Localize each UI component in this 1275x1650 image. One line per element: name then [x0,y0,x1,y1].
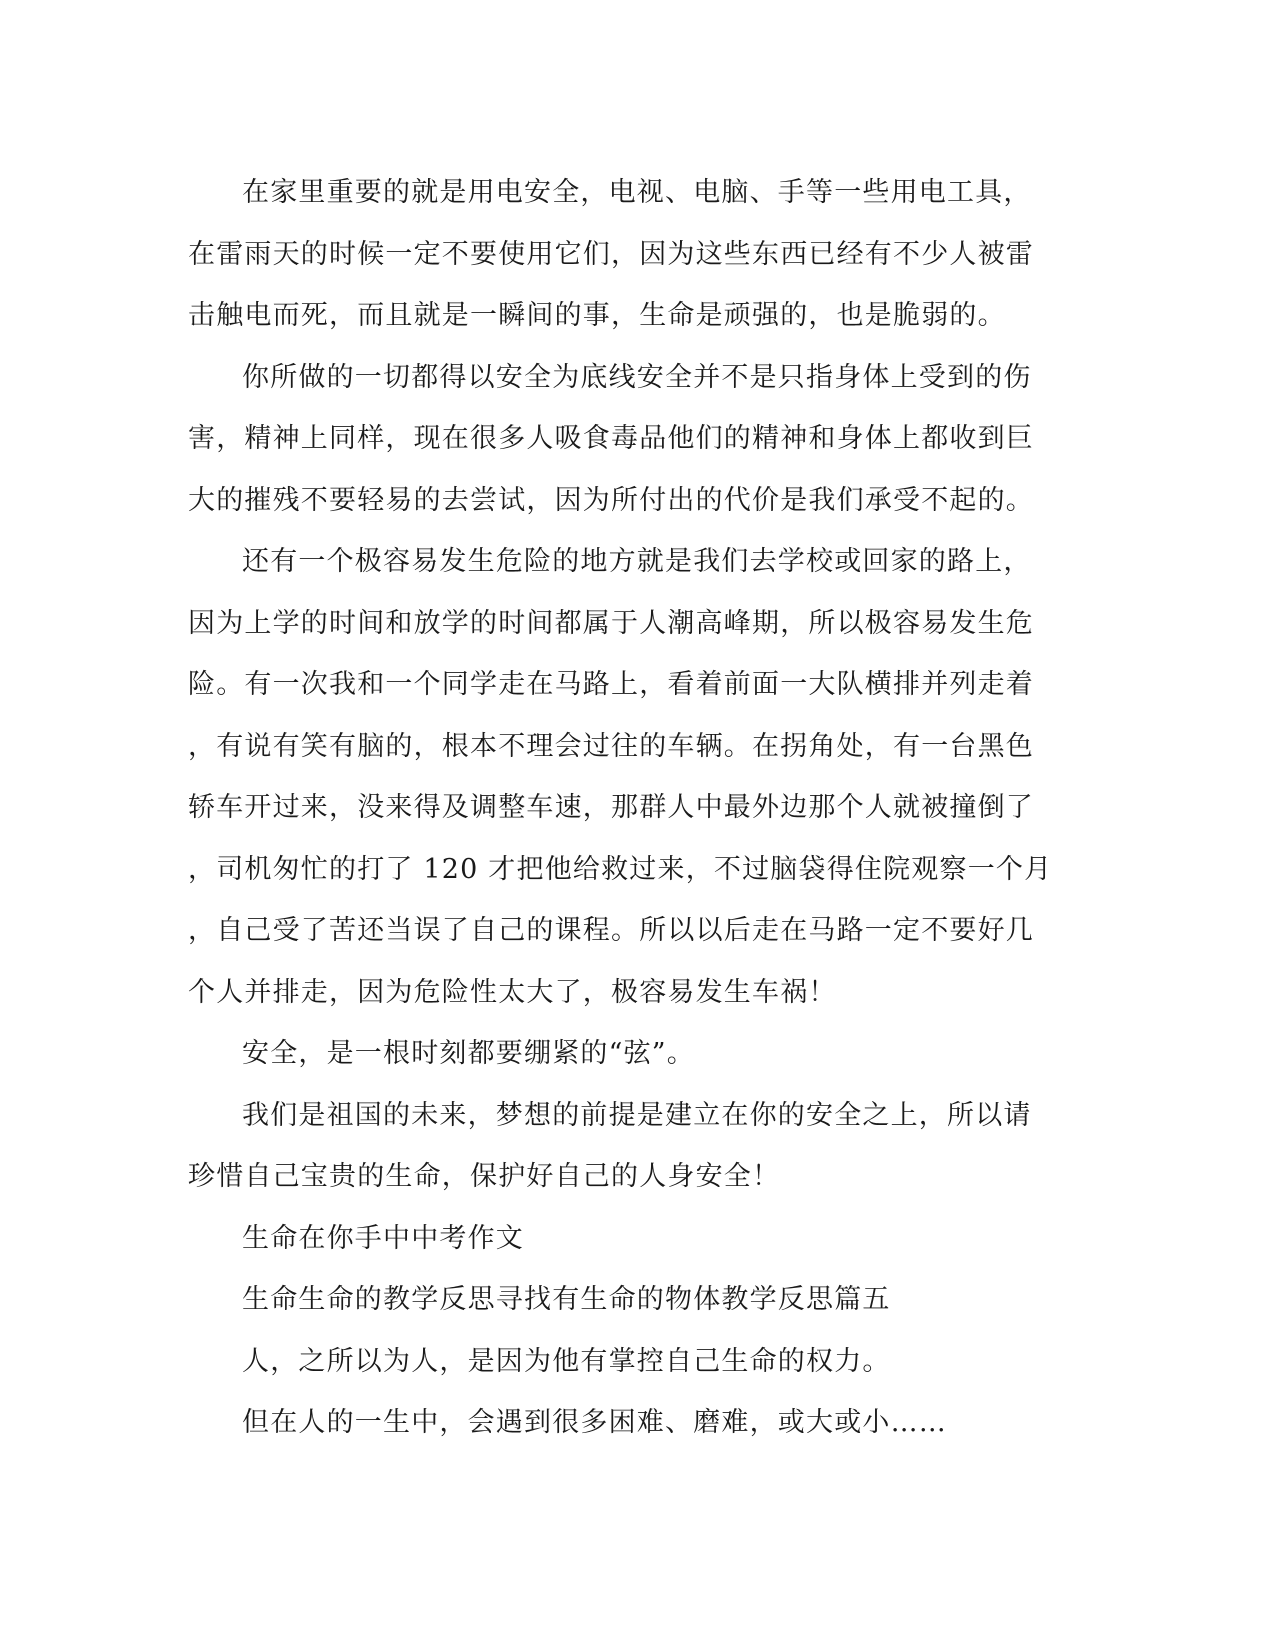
text-line: 击触电而死，而且就是一瞬间的事，生命是顽强的，也是脆弱的。 [188,300,1006,331]
text-line: ，司机匆忙的打了 120 才把他给救过来，不过脑袋得住院观察一个月 [188,853,1053,885]
paragraph-safety-string [188,1023,1088,1085]
text-line: 珍惜自己宝贵的生命，保护好自己的人身安全！ [188,1161,781,1192]
text-line: 因为上学的时间和放学的时间都属于人潮高峰期，所以极容易发生危 [188,607,1034,639]
text-line: 生命生命的教学反思寻找有生命的物体教学反思篇五 [242,1284,891,1315]
text-line: 在雷雨天的时候一定不要使用它们，因为这些东西已经有不少人被雷 [188,238,1034,270]
text-line: 险。有一次我和一个同学走在马路上，看着前面一大队横排并列走着 [188,669,1034,700]
text-line: 人，之所以为人，是因为他有掌控自己生命的权力。 [242,1345,891,1377]
text-line: 轿车开过来，没来得及调整车速，那群人中最外边那个人就被撞倒了 [188,792,1034,823]
paragraph-hardships [188,1392,1088,1454]
heading-section-title [188,1269,1088,1331]
paragraph-safety-bottom-line [188,347,1088,532]
text-line: 但在人的一生中，会遇到很多困难、磨难，或大或小…… [242,1407,947,1438]
paragraph-home-electric-safety [188,162,1088,347]
text-line: ，自己受了苦还当误了自己的课程。所以以后走在马路一定不要好几 [188,915,1034,946]
paragraph-road-safety [188,531,1088,1023]
text-line: 安全，是一根时刻都要绷紧的“弦”。 [242,1038,696,1069]
text-line: 个人并排走，因为危险性太大了，极容易发生车祸！ [188,976,837,1008]
text-line: 在家里重要的就是用电安全，电视、电脑、手等一些用电工具， [242,177,1032,208]
text-line: 害，精神上同样，现在很多人吸食毒品他们的精神和身体上都收到巨 [188,423,1034,454]
paragraph-future-of-country [188,1085,1088,1208]
heading-essay-title [188,1208,1088,1270]
text-line: 大的摧残不要轻易的去尝试，因为所付出的代价是我们承受不起的。 [188,484,1034,516]
document-body [188,162,1088,1454]
text-line: ，有说有笑有脑的，根本不理会过往的车辆。在拐角处，有一台黑色 [188,730,1034,762]
text-line: 还有一个极容易发生危险的地方就是我们去学校或回家的路上， [242,546,1032,577]
paragraph-human-control [188,1331,1088,1393]
text-line: 生命在你手中中考作文 [242,1222,524,1254]
text-line: 你所做的一切都得以安全为底线安全并不是只指身体上受到的伤 [242,361,1032,393]
text-line: 我们是祖国的未来，梦想的前提是建立在你的安全之上，所以请 [242,1099,1032,1131]
